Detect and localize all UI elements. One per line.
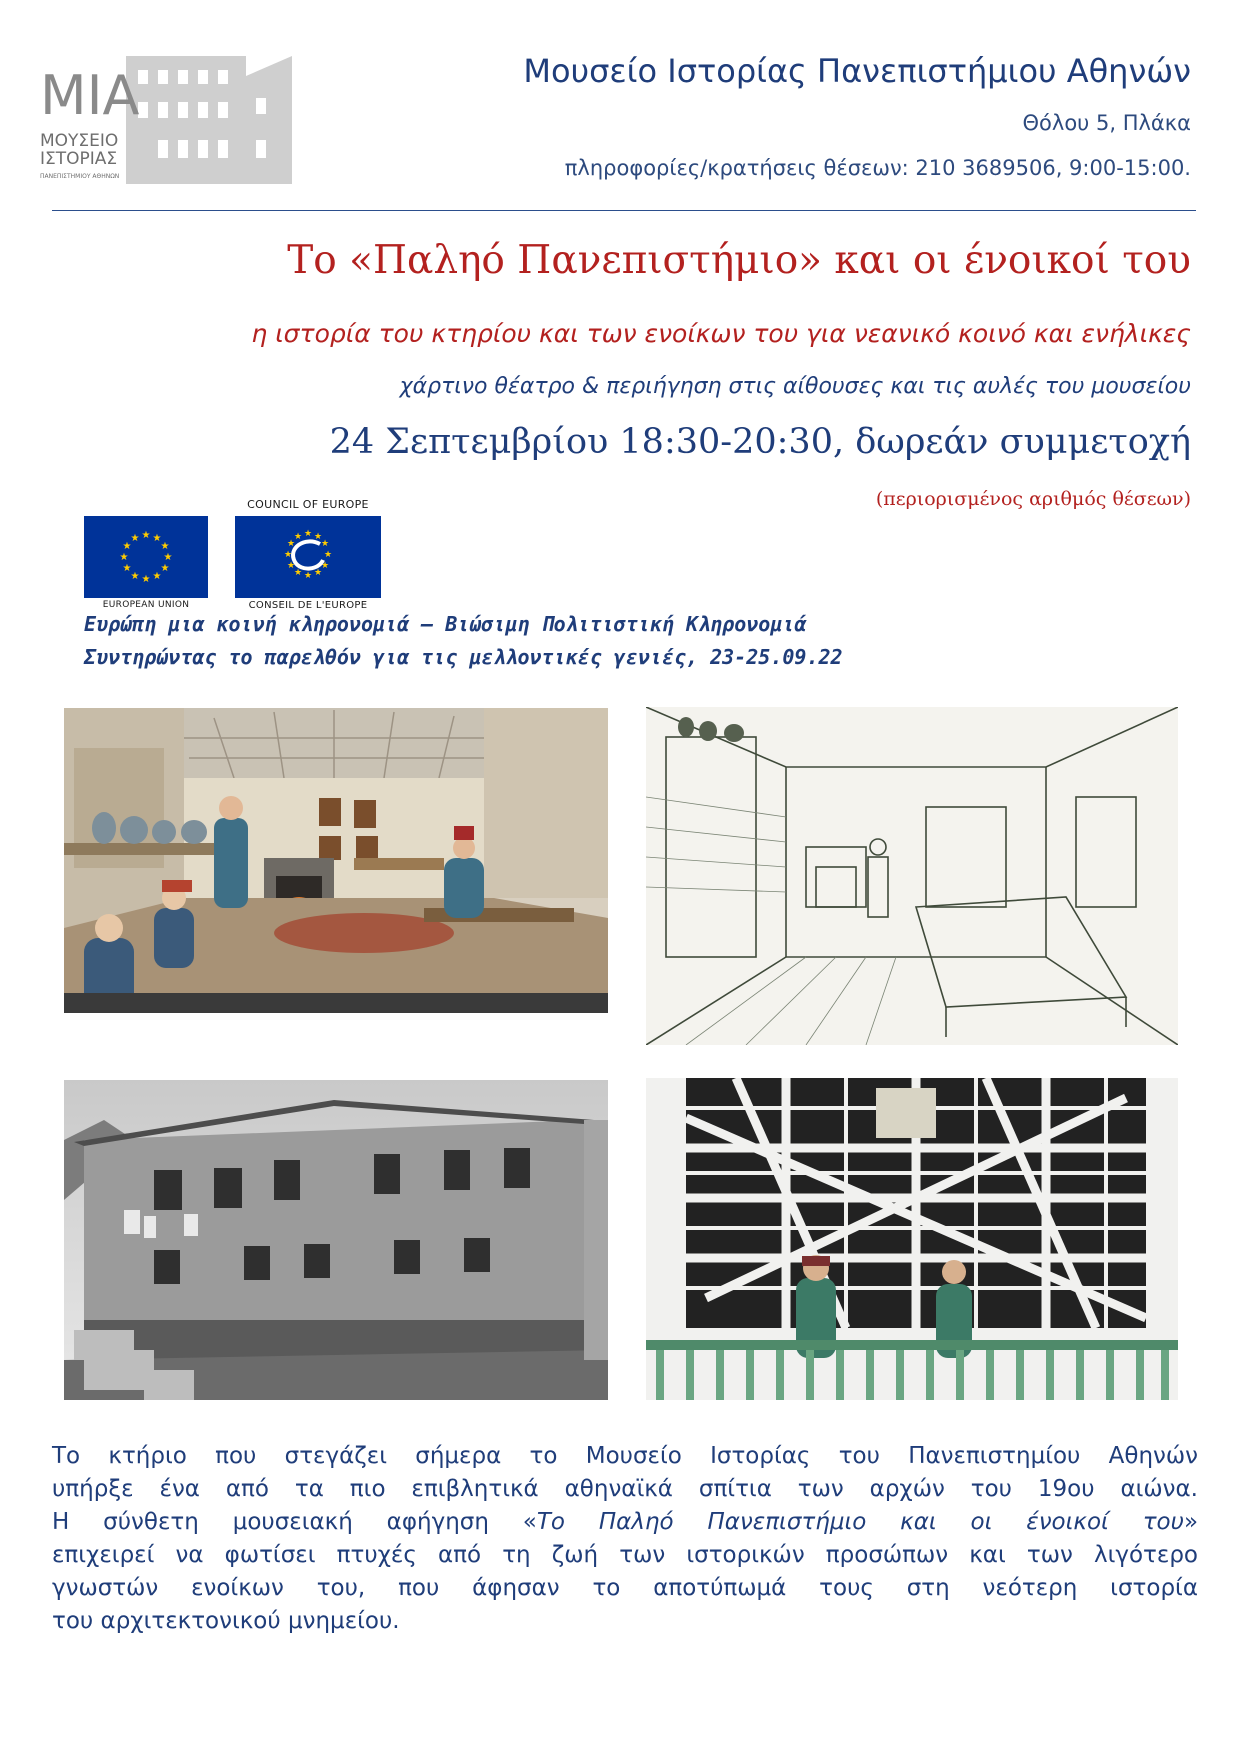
svg-text:★: ★ xyxy=(163,552,173,563)
museum-name: Μουσείο Ιστορίας Πανεπιστήμιου Αθηνών xyxy=(523,52,1191,90)
svg-text:★: ★ xyxy=(152,533,162,544)
svg-text:★: ★ xyxy=(152,571,162,582)
description-line: υπήρξε ένα από τα πιο επιβλητικά αθηναϊκά σπίτια των αρχών του 19ου αιώνα. xyxy=(52,1476,1198,1502)
svg-text:★: ★ xyxy=(286,539,296,549)
svg-text:★: ★ xyxy=(141,574,151,585)
event-note: (περιορισμένος αριθμός θέσεων) xyxy=(875,488,1191,510)
description-paragraph xyxy=(52,1440,1198,1638)
event-activity: χάρτινο θέατρο & περιήγηση στις αίθουσες και τις αυλές του μουσείου xyxy=(399,374,1191,399)
svg-text:★: ★ xyxy=(130,571,140,582)
svg-text:ΙΣΤΟΡΙΑΣ: ΙΣΤΟΡΙΑΣ xyxy=(40,149,118,169)
svg-text:★: ★ xyxy=(160,563,170,574)
museum-address: Θόλου 5, Πλάκα xyxy=(1022,111,1191,135)
svg-text:★: ★ xyxy=(160,541,170,552)
svg-text:ΜΙΑ: ΜΙΑ xyxy=(40,64,140,127)
svg-text:★: ★ xyxy=(119,552,129,563)
svg-text:★: ★ xyxy=(141,530,151,541)
description-line: του αρχιτεκτονικού μνημείου. xyxy=(52,1608,400,1634)
svg-text:★: ★ xyxy=(320,561,330,571)
svg-text:ΠΑΝΕΠΙΣΤΗΜΙΟΥ ΑΘΗΝΩΝ: ΠΑΝΕΠΙΣΤΗΜΙΟΥ ΑΘΗΝΩΝ xyxy=(40,173,120,180)
eu-caption: EUROPEAN UNION xyxy=(102,600,190,610)
event-subtitle: η ιστορία του κτηρίου και των ενοίκων του για νεανικό κοινό και ενήλικες xyxy=(251,319,1191,348)
museum-logo xyxy=(34,48,302,198)
event-date: 24 Σεπτεμβρίου 18:30-20:30, δωρεάν συμμετοχή xyxy=(329,422,1191,462)
historic-building-photo xyxy=(64,1080,608,1400)
svg-text:★: ★ xyxy=(286,561,296,571)
city-plan-paper-theatre xyxy=(646,1078,1178,1400)
coe-title: COUNCIL OF EUROPE xyxy=(247,498,369,511)
svg-text:★: ★ xyxy=(293,568,303,578)
booking-info: πληροφορίες/κρατήσεις θέσεων: 210 3689506, 9:00-15:00. xyxy=(564,156,1191,180)
svg-text:★: ★ xyxy=(122,541,132,552)
svg-text:★: ★ xyxy=(303,529,313,539)
svg-text:ΜΟΥΣΕΙΟ: ΜΟΥΣΕΙΟ xyxy=(40,131,119,151)
svg-text:★: ★ xyxy=(320,539,330,549)
exhibit-title-emphasis: Το Παληό Πανεπιστήμιο και οι ένοικοί του xyxy=(536,1509,1184,1535)
event-title: Το «Παληό Πανεπιστήμιο» και οι ένοικοί του xyxy=(287,238,1191,283)
eu-flag-logo xyxy=(84,516,208,598)
description-line: Η σύνθετη μουσειακή αφήγηση «Το Παληό Πανεπιστήμιο και οι ένοικοί του» xyxy=(52,1509,1199,1535)
paper-theatre-room-illustration xyxy=(64,708,608,1013)
header-divider xyxy=(52,210,1196,211)
svg-text:★: ★ xyxy=(303,571,313,581)
description-line: Το κτήριο που στεγάζει σήμερα το Μουσείο Ιστορίας του Πανεπιστημίου Αθηνών xyxy=(52,1443,1198,1469)
heritage-line-2: Συντηρώντας το παρελθόν για τις μελλοντικές γενιές, 23-25.09.22 xyxy=(84,645,843,669)
svg-text:★: ★ xyxy=(293,532,303,542)
description-line: επιχειρεί να φωτίσει πτυχές από τη ζωή των ιστορικών προσώπων και των λιγότερο xyxy=(52,1542,1198,1568)
svg-text:★: ★ xyxy=(122,563,132,574)
svg-text:★: ★ xyxy=(130,533,140,544)
svg-text:★: ★ xyxy=(313,532,323,542)
svg-text:★: ★ xyxy=(313,568,323,578)
svg-text:★: ★ xyxy=(323,550,333,560)
heritage-line-1: Ευρώπη μια κοινή κληρονομιά – Βιώσιμη Πολιτιστική Κληρονομιά xyxy=(84,612,807,636)
svg-text:★: ★ xyxy=(283,550,293,560)
sketch-interior-drawing xyxy=(646,707,1178,1045)
coe-caption: CONSEIL DE L'EUROPE xyxy=(248,600,368,611)
description-line: γνωστών ενοίκων του, που άφησαν το αποτύπωμά τους στη νεότερη ιστορία xyxy=(52,1575,1198,1601)
council-of-europe-logo xyxy=(235,516,381,598)
